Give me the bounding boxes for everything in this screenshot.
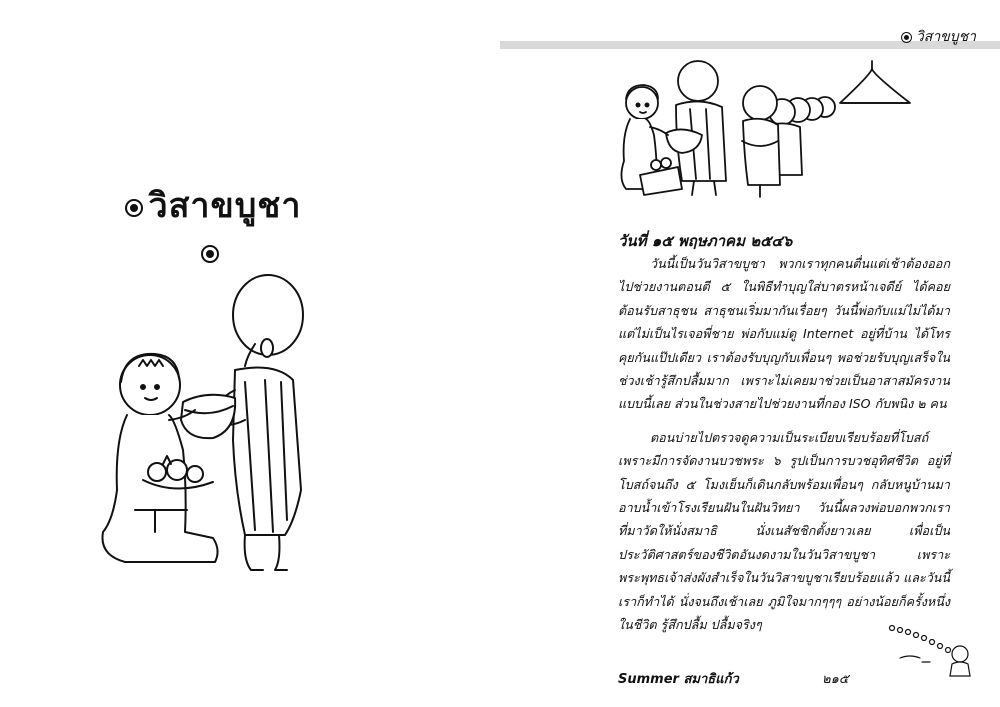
entry-date: วันที่ ๑๕ พฤษภาคม ๒๕๔๖: [618, 232, 793, 250]
alms-procession-illustration: [610, 55, 990, 205]
paragraph: ตอนบ่ายไปตรวจดูความเป็นระเบียบเรียบร้อยที่โบสถ์เพราะมีการจัดงานบวชพระ ๖ รูปเป็นการบวชอุทิศชีวิต อยู่ที่โบสถ์จนถึง ๕ โมงเย็นก็เดินกลับพร้อมเพื่อนๆ กลับหนูบ้านมาอาบน้ำเข้าโรงเรียนฝันในฝันวิทยา วันนี้ผลวงพ่อบอกพวกเราที่มาวัดให้นั่งสมาธิ นั่งเนสัชชิกตั้งยาวเลย เพื่อเป็นประวัติศาสตร์ของชีวิตอันงดงามในวันวิสาขบูชา เพราะพระพุทธเจ้าส่งผังสำเร็จในวันวิสาขบูชาเรียบร้อยแล้ว และวันนี้เราก็ทำได้ นั่งจนถึงเช้าเลย ภูมิใจมากๆๆๆ อย่างน้อยก็ครั้งหนึ่งในชีวิต รู้สึกปลื้ม ปลื้มจริงๆ: [618, 429, 950, 633]
monk-doodle-illustration: [880, 618, 980, 682]
bullet-icon: [901, 32, 912, 43]
chapter-title: [110, 178, 310, 272]
entry-body: [618, 252, 950, 647]
running-head: [901, 26, 976, 48]
offering-illustration: [95, 270, 325, 580]
right-page: [500, 0, 1000, 707]
bullet-icon: [201, 245, 219, 263]
footer-book-title: Summer สมาธิแก้ว: [618, 672, 739, 687]
chapter-title-text: วิสาขบูชา: [148, 186, 302, 226]
bullet-icon: [125, 199, 143, 217]
page-number: ๒๑๕: [822, 672, 849, 687]
paragraph: วันนี้เป็นวันวิสาขบูชา พวกเราทุกคนตื่นแต่เช้าต้องออกไปช่วยงานตอนตี ๕ ในพิธีทำบุญใส่บาตรหน้าเจดีย์ ได้คอยต้อนรับสาธุชน สาธุชนเริ่มมากันเรื่อยๆ วันนี้พ่อกับแม่ไม่ได้มาแต่ไม่เป็นไรเจอพี่ชาย พ่อกับแม่ดู Internet อยู่ที่บ้าน ได้โทรคุยกันแป๊ปเดียว เราต้องรับบุญกับเพื่อนๆ พอช่วยรับบุญเสร็จในช่วงเช้ารู้สึกปลื้มมาก เพราะไม่เคยมาช่วยเป็นอาสาสมัครงานแบบนี้เลย ส่วนในช่วงสายไปช่วยงานที่กอง ISO กับพนิง ๒ คน: [618, 256, 950, 412]
running-head-title: วิสาขบูชา: [915, 29, 976, 45]
